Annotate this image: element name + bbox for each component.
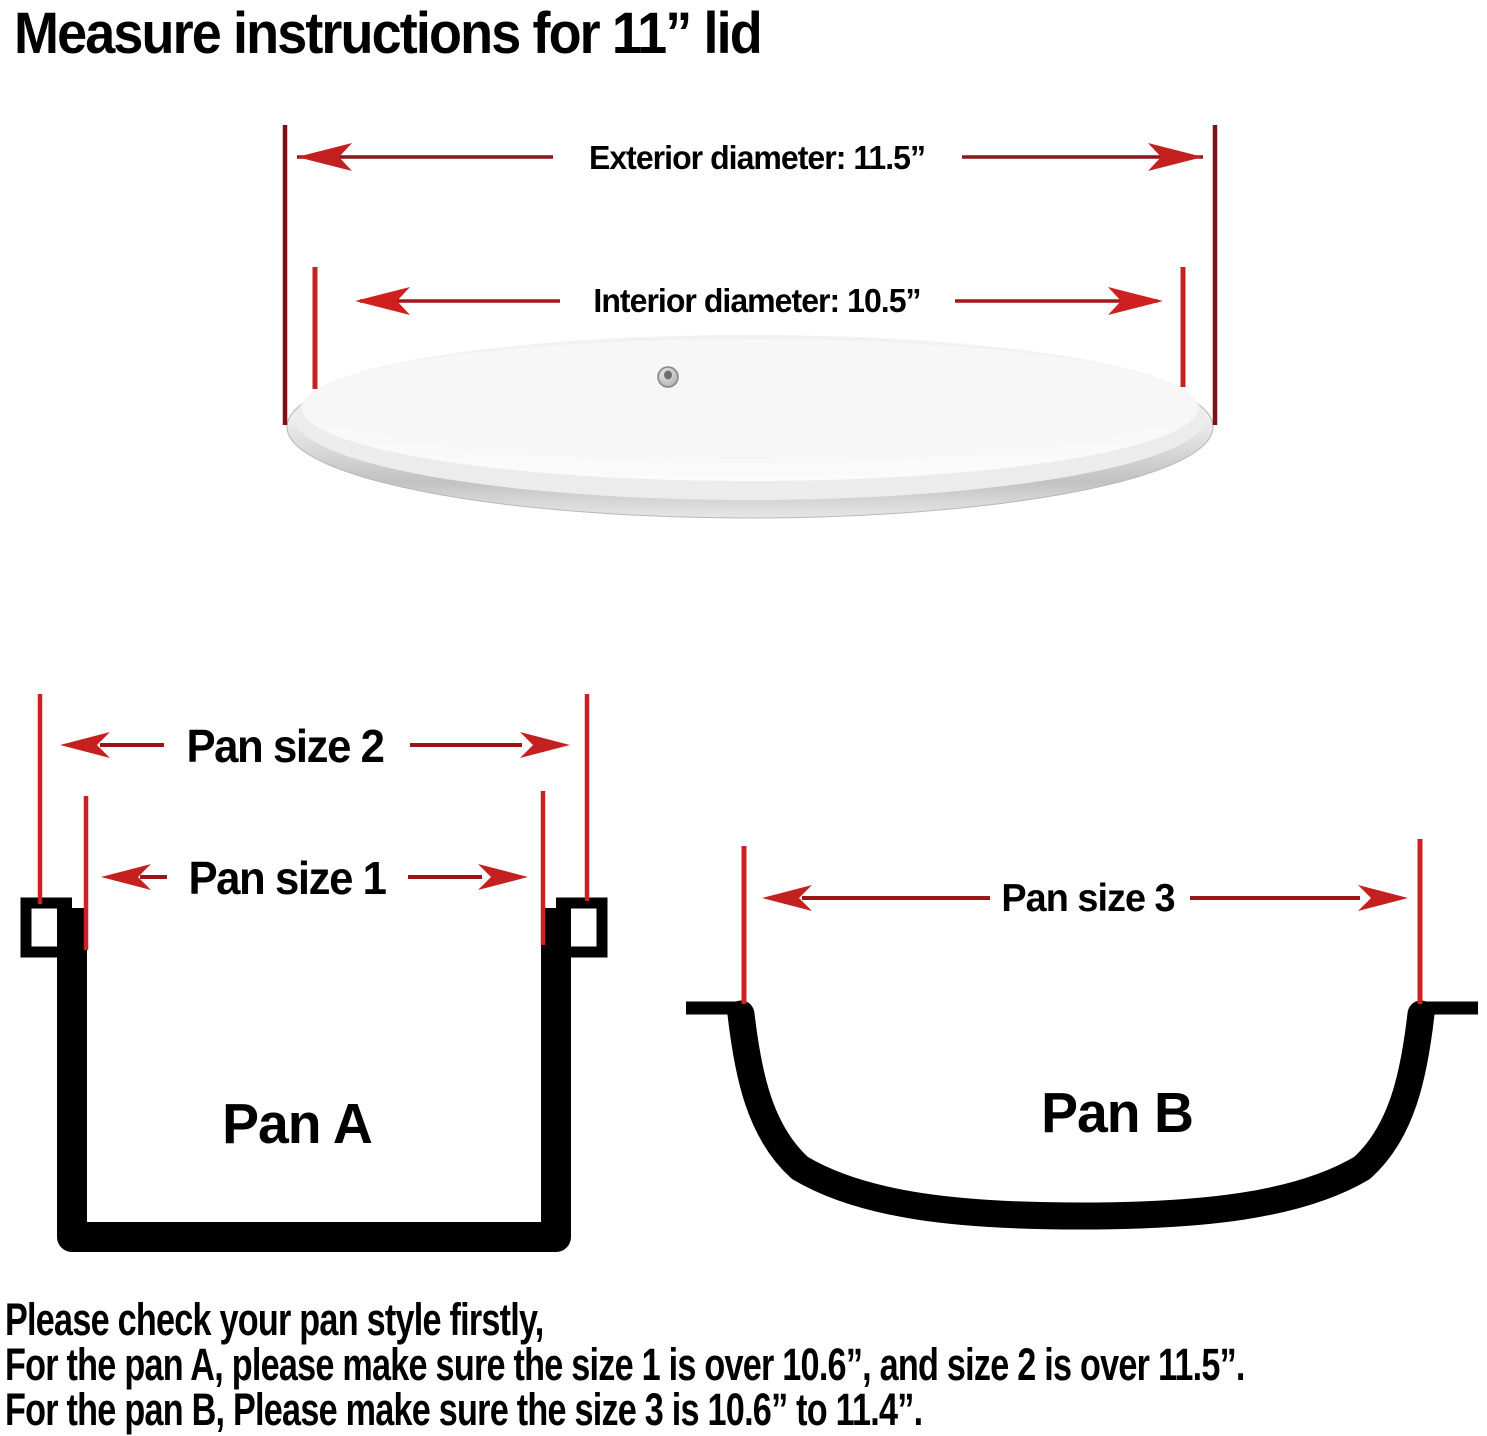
pan-size-1-label: Pan size 1 <box>188 852 386 904</box>
footer-instructions <box>5 1294 1245 1435</box>
footer-line-1: Please check your pan style firstly, <box>5 1294 544 1345</box>
page-title: Measure instructions for 11” lid <box>14 1 761 66</box>
lid-knob-icon <box>658 367 678 387</box>
arrow-right-icon <box>478 864 528 890</box>
exterior-diameter-label: Exterior diameter: 11.5” <box>588 139 926 176</box>
footer-line-2: For the pan A, please make sure the size 1 is over 10.6”, and size 2 is over 11.5”. <box>5 1339 1245 1390</box>
pan-b-measure-lines <box>744 839 1420 1004</box>
arrow-right-icon <box>1358 885 1408 911</box>
lid-illustration <box>287 335 1213 518</box>
pan-a-outline <box>26 903 602 1237</box>
pan-size-3-label: Pan size 3 <box>1001 877 1175 920</box>
pan-b-label: Pan B <box>1041 1081 1193 1145</box>
pan-a-label: Pan A <box>222 1092 372 1156</box>
footer-line-3: For the pan B, Please make sure the size 3 is 10.6” to 11.4”. <box>5 1384 923 1435</box>
arrow-right-icon <box>520 732 570 758</box>
pan-size-2-label: Pan size 2 <box>186 720 384 772</box>
interior-diameter-label: Interior diameter: 10.5” <box>593 282 921 319</box>
